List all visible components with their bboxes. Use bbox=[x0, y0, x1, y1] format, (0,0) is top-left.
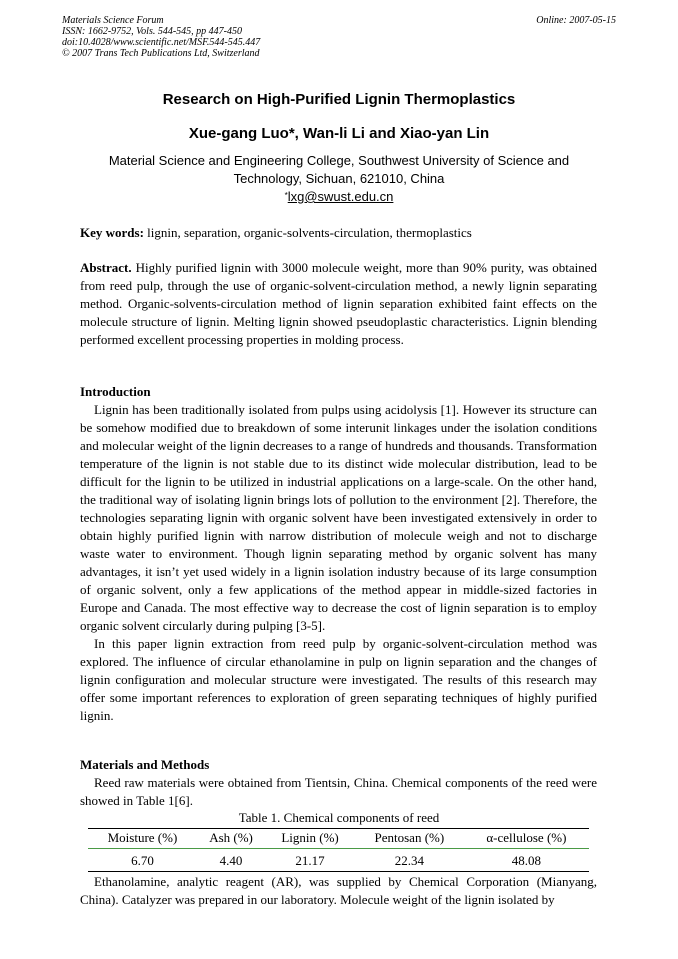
table-caption: Table 1. Chemical components of reed bbox=[238, 810, 440, 825]
email-link[interactable]: lxg@swust.edu.cn bbox=[287, 189, 394, 204]
email-marker: * bbox=[284, 191, 288, 200]
table-cell-moisture: 6.70 bbox=[88, 849, 197, 872]
paper-authors: Xue-gang Luo*, Wan-li Li and Xiao-yan Lin bbox=[188, 125, 490, 142]
table-header-cellulose: α-cellulose (%) bbox=[464, 829, 589, 849]
methods-paragraph-2 bbox=[80, 873, 597, 909]
journal-name: Materials Science Forum bbox=[62, 15, 164, 26]
keywords bbox=[80, 224, 597, 242]
introduction-paragraph-1: Lignin has been traditionally isolated from pulps using acidolysis [1]. However its structure can be somehow modified due to breakdown of some interunit linkages under the isolation conditions and molecular weight of the lignin decreases to a range of hundreds and thousands. Transformation temperature of the lignin is not stable due to its distinct wide molecular distribution, lead to be difficult for the lignin to be utilized in industrial applications on a large-scale. On the other hand, the traditional way of isolating lignin brings lots of pollution to the environment [2]. Therefore, the technologies separating lignin with organic solvent have been investigated extensively in order to obtain highly purified lignin with narrow distribution of molecule weigh and not to discharge waste water to environment. Though lignin separating method by organic solvent has many advantages, it isn’t yet used widely in a lignin isolation industry because of its large consumption of organic solvent, only a few applications of the method appear in middle-sized factories in Europe and Canada. The most effective way to decrease the cost of lignin separation is to employ organic solvent circularly during pulping [3-5]. bbox=[80, 402, 597, 633]
online-date: Online: 2007-05-15 bbox=[536, 15, 616, 26]
table-cell-lignin: 21.17 bbox=[265, 849, 355, 872]
journal-issn: ISSN: 1662-9752, Vols. 544-545, pp 447-450 bbox=[62, 26, 242, 37]
table-header-moisture: Moisture (%) bbox=[88, 829, 197, 849]
table-row bbox=[88, 849, 589, 872]
email-line bbox=[0, 188, 678, 206]
table-header-row bbox=[88, 829, 589, 849]
table-cell-pentosan: 22.34 bbox=[355, 849, 464, 872]
abstract-text: Highly purified lignin with 3000 molecule weight, more than 90% purity, was obtained from reed pulp, through the use of organic-solvent-circulation method, a newly lignin separating method. Organic-solvents-circulation method of lignin separation exhibited faint effects on the molecule structure of lignin. Melting lignin showed pseudoplastic characteristics. Lignin blending performed excellent processing properties in molding process. bbox=[80, 260, 597, 347]
methods-heading: Materials and Methods bbox=[80, 757, 210, 772]
introduction-body bbox=[80, 401, 597, 725]
keywords-label: Key words: bbox=[80, 225, 144, 240]
methods-paragraph-1 bbox=[80, 774, 597, 810]
paper-title: Research on High-Purified Lignin Thermoplastics bbox=[162, 91, 516, 108]
methods-paragraph-2-text: Ethanolamine, analytic reagent (AR), was supplied by Chemical Corporation (Mianyang, China). Catalyzer was prepared in our laboratory. Molecule weight of the lignin isolated by bbox=[80, 874, 597, 907]
keywords-text: lignin, separation, organic-solvents-circulation, thermoplastics bbox=[143, 225, 472, 240]
affiliation-line-1: Material Science and Engineering College, Southwest University of Science and bbox=[108, 153, 570, 168]
introduction-heading: Introduction bbox=[80, 384, 151, 399]
table-cell-cellulose: 48.08 bbox=[464, 849, 589, 872]
affiliation-line-2: Technology, Sichuan, 621010, China bbox=[233, 171, 445, 186]
introduction-paragraph-2: In this paper lignin extraction from reed pulp by organic-solvent-circulation method was explored. The influence of circular ethanolamine in pulp on lignin separation and the changes of lignin configuration and molecular structure were investigated. The results of this research may offer some important references to exploration of green separating techniques of highly purified lignin. bbox=[80, 636, 597, 723]
methods-paragraph-1-text: Reed raw materials were obtained from Tientsin, China. Chemical components of the reed were showed in Table 1[6]. bbox=[80, 775, 597, 808]
table-header-pentosan: Pentosan (%) bbox=[355, 829, 464, 849]
abstract bbox=[80, 259, 597, 349]
journal-header bbox=[62, 15, 260, 59]
affiliation bbox=[0, 152, 678, 206]
journal-copyright: © 2007 Trans Tech Publications Ltd, Switzerland bbox=[62, 48, 260, 59]
table-header-ash: Ash (%) bbox=[197, 829, 265, 849]
journal-doi: doi:10.4028/www.scientific.net/MSF.544-545.447 bbox=[62, 37, 261, 48]
table-cell-ash: 4.40 bbox=[197, 849, 265, 872]
abstract-label: Abstract. bbox=[80, 260, 132, 275]
table-header-lignin: Lignin (%) bbox=[265, 829, 355, 849]
chemical-components-table bbox=[88, 828, 589, 872]
